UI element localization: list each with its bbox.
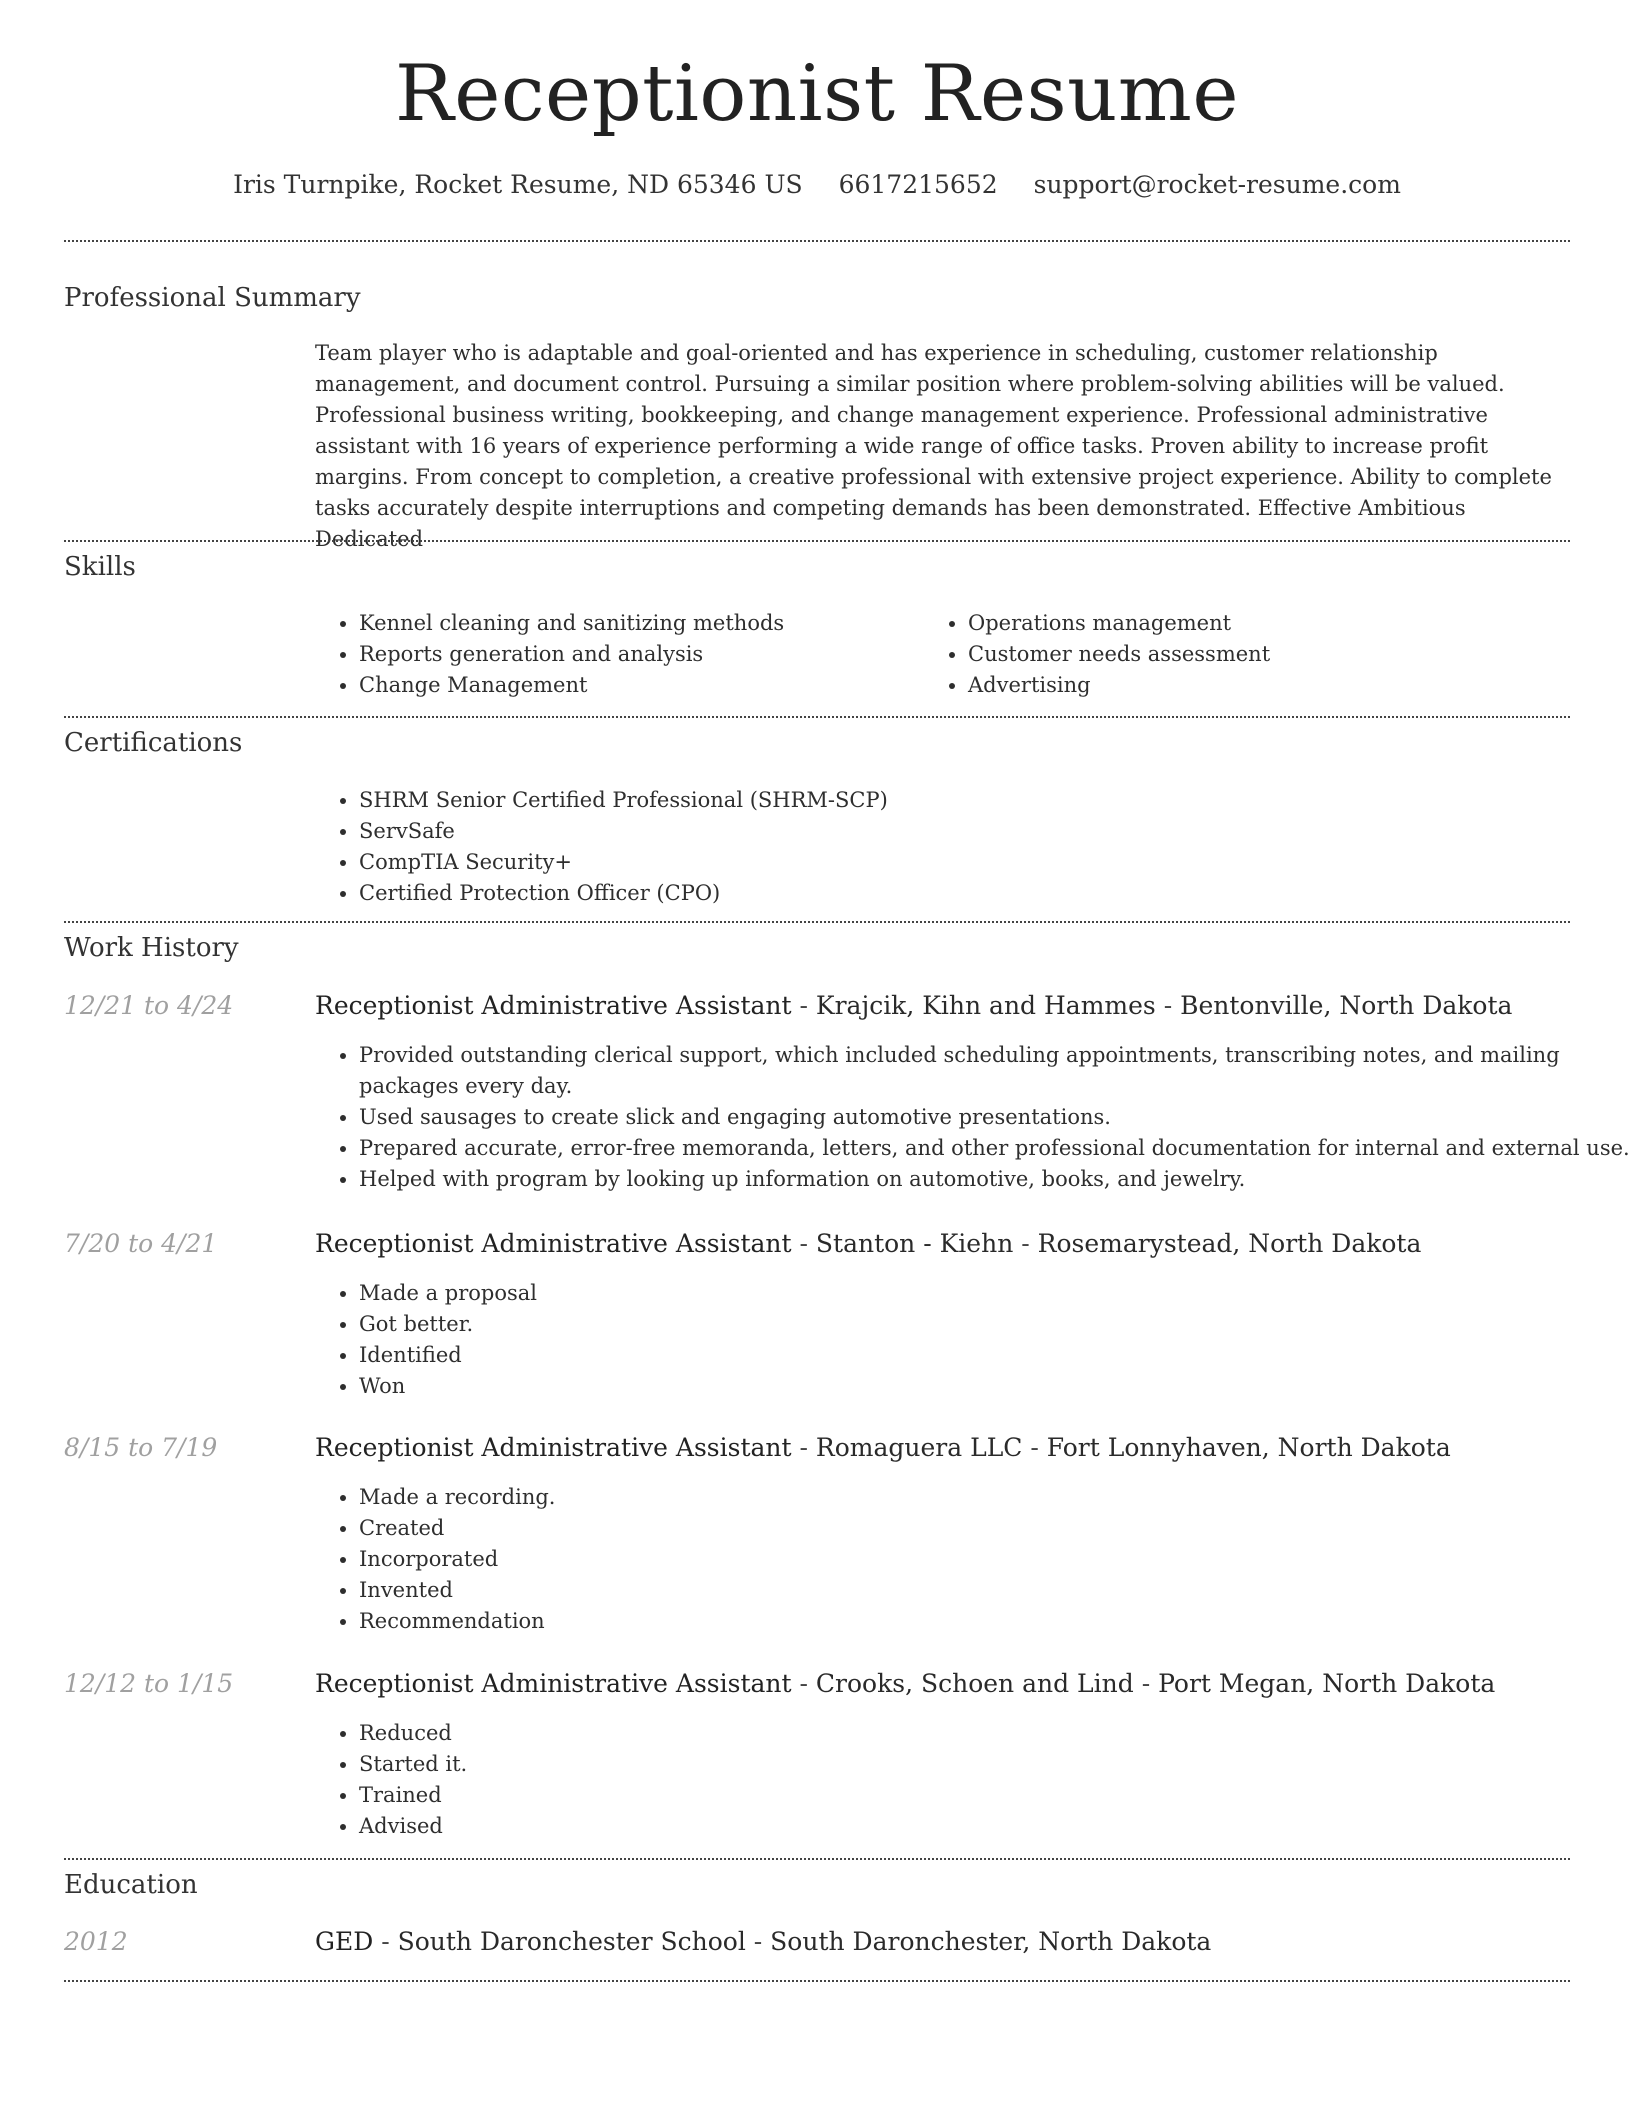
education-year: 2012 <box>64 1927 128 1956</box>
certification-item: • SHRM Senior Certified Professional (SHRM-SCP) <box>359 785 1575 816</box>
job-location: Rosemarystead, North Dakota <box>1037 1229 1422 1258</box>
certification-item: • CompTIA Security+ <box>359 847 1575 878</box>
skill-item: • Operations management <box>968 608 1524 639</box>
job-location: Fort Lonnyhaven, North Dakota <box>1046 1433 1451 1462</box>
divider <box>64 921 1570 923</box>
job-role: Receptionist Administrative Assistant <box>315 1229 792 1258</box>
job-bullet: • Created <box>359 1513 1570 1544</box>
job-bullet: • Prepared accurate, error-free memoranda, letters, and other professional documentation for internal and external use. <box>359 1133 1570 1164</box>
job-bullets <box>315 1278 1570 1402</box>
job-role: Receptionist Administrative Assistant <box>315 991 792 1020</box>
resume-title: Receptionist Resume <box>394 49 1240 139</box>
job-bullet: • Helped with program by looking up information on automotive, books, and jewelry. <box>359 1164 1570 1195</box>
job-bullet: • Incorporated <box>359 1544 1570 1575</box>
contact-line <box>64 170 1570 200</box>
job-bullet: • Made a recording. <box>359 1482 1570 1513</box>
job-bullet: • Identified <box>359 1340 1570 1371</box>
certification-item: • Certified Protection Officer (CPO) <box>359 878 1575 909</box>
education-location: South Daronchester, North Dakota <box>770 1927 1212 1956</box>
job-bullet: • Invented <box>359 1575 1570 1606</box>
contact-address: Iris Turnpike, Rocket Resume, ND 65346 US <box>233 170 803 199</box>
job-heading: Receptionist Administrative Assistant - Krajcik, Kihn and Hammes - Bentonville, North Dakota <box>315 991 1513 1020</box>
job-bullet: • Got better. <box>359 1309 1570 1340</box>
job-heading: Receptionist Administrative Assistant - Stanton - Kiehn - Rosemarystead, North Dakota <box>315 1229 1422 1258</box>
job-bullet: • Reduced <box>359 1718 1570 1749</box>
section-title-summary: Professional Summary <box>64 283 361 313</box>
job-bullet: • Advised <box>359 1811 1570 1842</box>
job-dates: 12/21 to 4/24 <box>64 991 234 1020</box>
skill-item: • Kennel cleaning and sanitizing methods <box>359 608 915 639</box>
job-bullet: • Won <box>359 1371 1570 1402</box>
job-bullets <box>315 1718 1570 1842</box>
skills-left-column <box>315 608 915 701</box>
job-heading: Receptionist Administrative Assistant - Crooks, Schoen and Lind - Port Megan, North Dakota <box>315 1669 1496 1698</box>
divider <box>64 540 1570 542</box>
job-dates: 12/12 to 1/15 <box>64 1669 234 1698</box>
skills-right-column <box>924 608 1524 701</box>
job-bullet: • Made a proposal <box>359 1278 1570 1309</box>
skill-item: • Advertising <box>968 670 1524 701</box>
job-role: Receptionist Administrative Assistant <box>315 1669 792 1698</box>
job-company: Stanton - Kiehn <box>815 1229 1014 1258</box>
job-dates: 8/15 to 7/19 <box>64 1433 218 1462</box>
job-location: Port Megan, North Dakota <box>1158 1669 1496 1698</box>
section-title-certifications: Certifications <box>64 728 243 758</box>
job-bullets <box>315 1482 1570 1637</box>
job-bullet: • Trained <box>359 1780 1570 1811</box>
contact-phone: 6617215652 <box>838 170 998 199</box>
skill-item: • Customer needs assessment <box>968 639 1524 670</box>
summary-text: Team player who is adaptable and goal-oriented and has experience in scheduling, customer relationship management, and document control. Pursuing a similar position where problem-solving abilities will be valued. Professional business writing, bookkeeping, and change management experience. Professional administrative assistant with 16 years of experience performing a wide range of office tasks. Proven ability to increase profit margins. From concept to completion, a creative professional with extensive project experience. Ability to complete tasks accurately despite interruptions and competing demands has been demonstrated. Effective Ambitious Dedicated <box>315 341 1552 551</box>
divider <box>64 1858 1570 1860</box>
job-role: Receptionist Administrative Assistant <box>315 1433 792 1462</box>
skill-item: • Reports generation and analysis <box>359 639 915 670</box>
certifications-list <box>315 785 1575 909</box>
job-company: Romaguera LLC <box>815 1433 1023 1462</box>
divider <box>64 716 1570 718</box>
job-bullet: • Started it. <box>359 1749 1570 1780</box>
job-dates: 7/20 to 4/21 <box>64 1229 218 1258</box>
job-bullet: • Recommendation <box>359 1606 1570 1637</box>
education-degree: GED <box>315 1927 374 1956</box>
education-school: South Daronchester School <box>397 1927 746 1956</box>
divider <box>64 1980 1570 1982</box>
divider <box>64 240 1570 242</box>
section-title-education: Education <box>64 1870 198 1900</box>
job-company: Krajcik, Kihn and Hammes <box>815 991 1156 1020</box>
job-heading: Receptionist Administrative Assistant - Romaguera LLC - Fort Lonnyhaven, North Dakota <box>315 1433 1451 1462</box>
section-title-work-history: Work History <box>64 933 239 963</box>
contact-email: support@rocket-resume.com <box>1033 170 1401 199</box>
education-heading: GED - South Daronchester School - South Daronchester, North Dakota <box>315 1927 1212 1956</box>
job-location: Bentonville, North Dakota <box>1180 991 1513 1020</box>
job-bullet: • Provided outstanding clerical support, which included scheduling appointments, transcribing notes, and mailing packages every day. <box>359 1040 1570 1102</box>
job-bullets <box>315 1040 1630 1195</box>
section-title-skills: Skills <box>64 552 136 582</box>
certification-item: • ServSafe <box>359 816 1575 847</box>
job-company: Crooks, Schoen and Lind <box>815 1669 1134 1698</box>
skill-item: • Change Management <box>359 670 915 701</box>
job-bullet: • Used sausages to create slick and engaging automotive presentations. <box>359 1102 1570 1133</box>
